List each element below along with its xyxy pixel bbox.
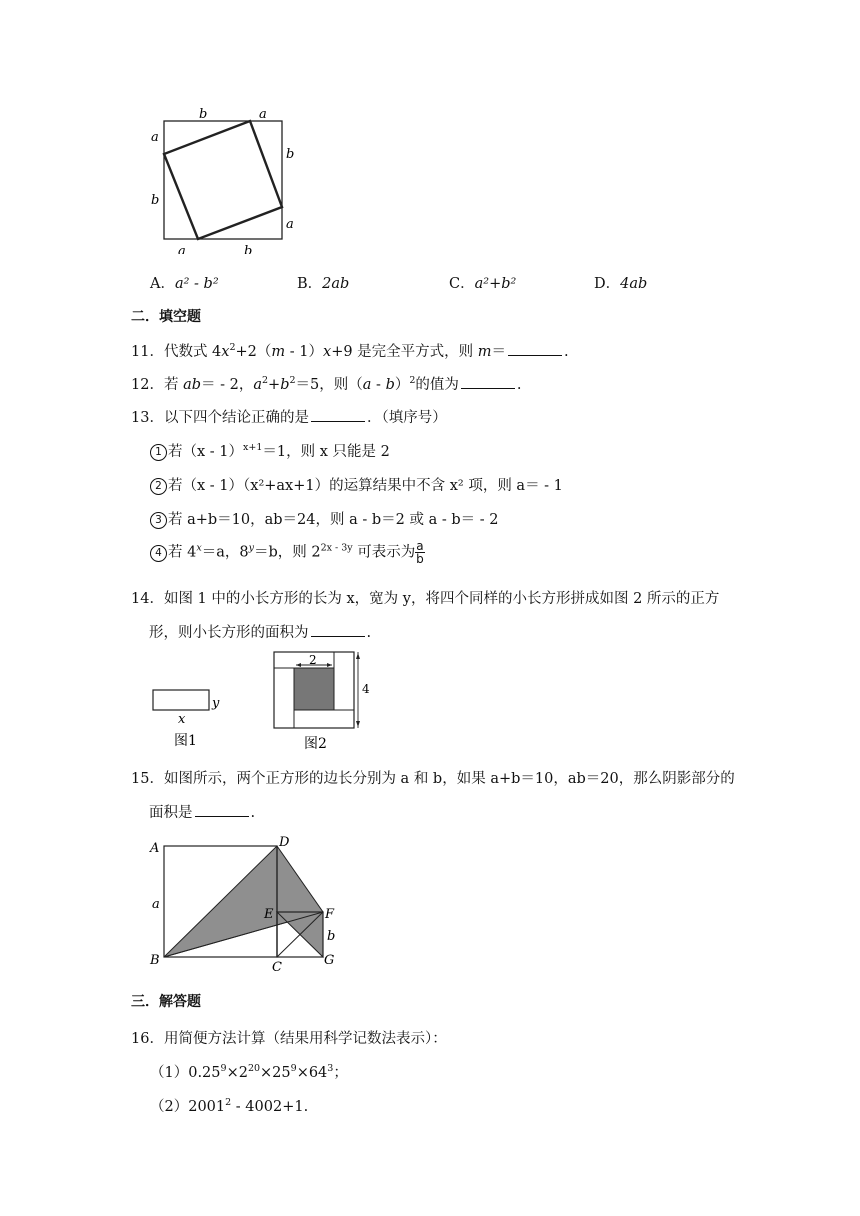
question-12: 12．若 ab＝ - 2，$a^2+b^2=5$，则（a - b）$^2$的值为 . <box>131 375 522 393</box>
statement-4: 4 若 $4^x=a$，$8^y=b$，则 $2^{2x - 3y}$ 可表示为 $\frac{a}{b}$ <box>150 540 425 565</box>
point-F: F <box>325 907 335 922</box>
section-solutions: 三．解答题 <box>131 994 201 1010</box>
fig2-dim-2: 2 <box>309 653 317 667</box>
fig2-dim-4: 4 <box>362 682 370 696</box>
answer-blank <box>508 343 562 356</box>
figure-tilted-square <box>145 104 305 254</box>
label-bottom-a: a <box>178 244 186 254</box>
option-d: D．4ab <box>594 276 648 292</box>
fig1-caption: 图1 <box>174 733 197 749</box>
label-left-b: b <box>151 193 160 208</box>
point-B: B <box>150 953 160 968</box>
figure-1-rectangle <box>150 684 230 754</box>
label-left-a: a <box>151 130 159 145</box>
label-top-b: b <box>199 107 208 122</box>
statement-2: 2 若（x - 1）（x²+ax+1）的运算结果中不含 x² 项，则 a＝ - 1 <box>150 474 563 495</box>
question-16: 16．用简便方法计算（结果用科学记数法表示）： <box>131 1031 447 1047</box>
statement-3: 3 若 a+b＝10，ab＝24，则 a - b＝2 或 a - b＝ - 2 <box>150 508 499 529</box>
section-fill-in: 二．填空题 <box>131 309 201 325</box>
question-14-line-2: 形，则小长方形的面积为 . <box>149 625 372 641</box>
answer-blank <box>461 376 515 389</box>
label-right-b: b <box>286 147 295 162</box>
fig2-caption: 图2 <box>304 736 327 752</box>
question-15-line-1: 15．如图所示，两个正方形的边长分别为 a 和 b，如果 a+b＝10，ab＝20，那么阴影部分的 <box>131 771 735 787</box>
option-a: A．a² - b² <box>150 276 219 292</box>
statement-1: 1 若（x - 1）$^{x+1}$＝1，则 x 只能是 2 <box>150 440 390 461</box>
answer-blank <box>311 409 365 422</box>
figure-2-square <box>270 648 380 754</box>
question-11: 11．代数式 $4x^2+2(m - 1)x+9$ 是完全平方式，则 m＝ . <box>131 342 569 360</box>
question-16-part-1: $(1)0.25^9\times 2^{20}\times 25^9\times 64^3$； <box>150 1063 348 1081</box>
option-b: B．2ab <box>297 276 350 292</box>
question-13: 13．以下四个结论正确的是 ．（填序号） <box>131 410 447 426</box>
side-a: a <box>152 897 160 912</box>
label-top-a: a <box>259 107 267 122</box>
side-b: b <box>327 929 336 944</box>
option-c: C．a²+b² <box>449 276 517 292</box>
fig1-x-label: x <box>178 712 186 727</box>
point-G: G <box>324 953 335 968</box>
fraction-a-over-b: $\frac{a}{b}$ <box>416 539 424 566</box>
question-15-line-2: 面积是 . <box>149 805 256 821</box>
answer-blank <box>311 624 365 637</box>
point-E: E <box>264 907 274 922</box>
answer-blank <box>195 804 249 817</box>
point-A: A <box>150 841 160 856</box>
figure-two-squares <box>146 832 346 972</box>
question-14-line-1: 14．如图 1 中的小长方形的长为 x，宽为 y，将四个同样的小长方形拼成如图 2 所示的正方 <box>131 591 720 607</box>
fig1-y-label: y <box>212 696 220 711</box>
point-D: D <box>279 835 290 850</box>
question-16-part-2: （2）2001$^2$ - 4002+1. <box>150 1097 309 1115</box>
point-C: C <box>272 960 282 972</box>
label-bottom-b: b <box>244 244 253 254</box>
label-right-a: a <box>286 217 294 232</box>
